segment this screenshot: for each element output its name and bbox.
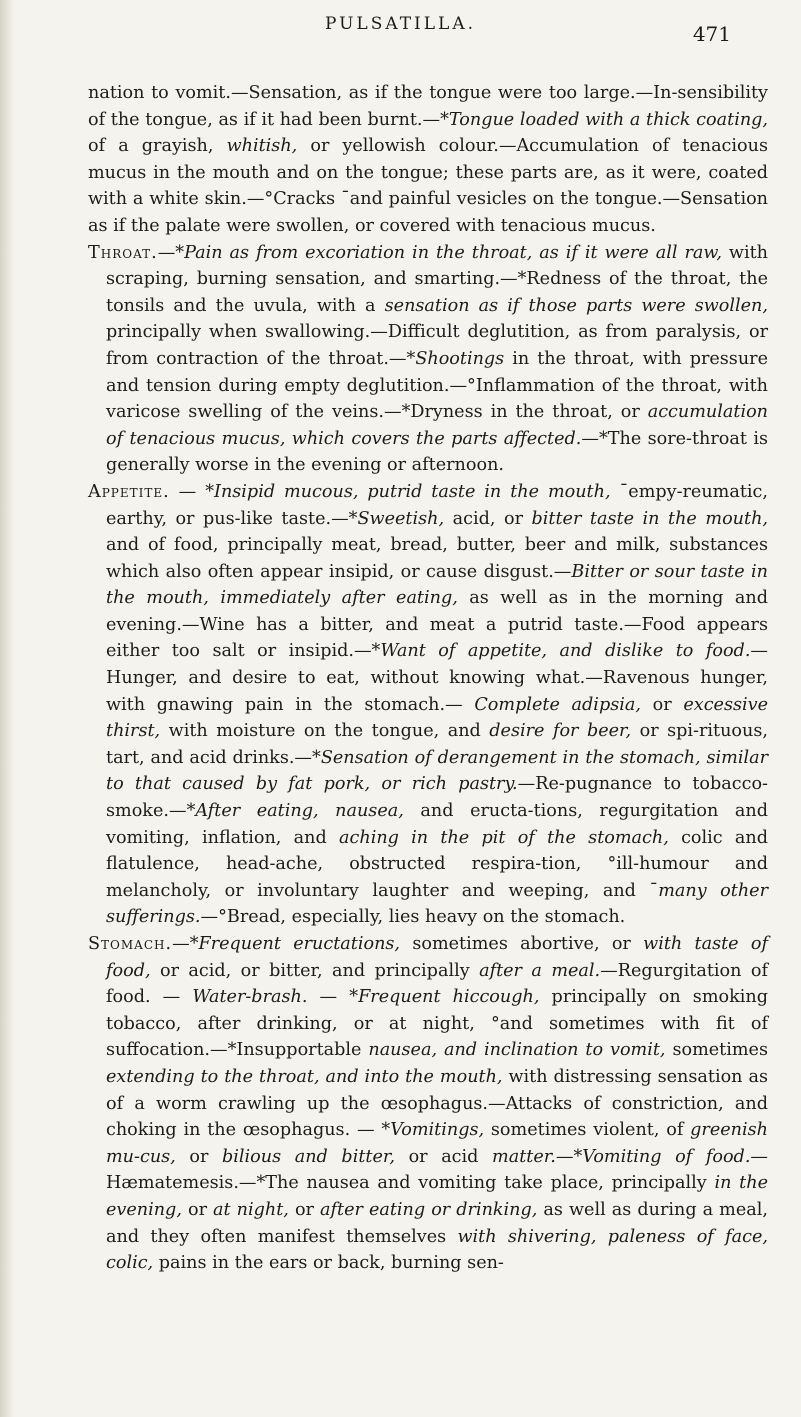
section-heading-stomach: Stomach. — [88, 934, 173, 954]
section-throat: Throat.—*Pain as from excoriation in the throat, as if it were all raw, with scraping, burning sensation, and smarting.—*Redness of the throat, the tonsils and the uvula, with a sensation as if those parts were swollen, principally when swallowing.—Difficult deglutition, as from paralysis, or from contraction of the throat.—*Shootings in the throat, with pressure and tension during empty deglutition.—°Inflammation of the throat, with varicose swelling of the veins.—*Dryness in the throat, or accumulation of tenacious mucus, which covers the parts affected.—*The sore-throat is generally worse in the evening or afternoon. — [88, 242, 768, 476]
section-appetite: Appetite. — *Insipid mucous, putrid taste in the mouth, ¯empy-reumatic, earthy, or pus-like taste.—*Sweetish, acid, or bitter taste in the mouth, and of food, principally meat, bread, butter, beer and milk, substances which also often appear insipid, or cause disgust.—Bitter or sour taste in the mouth, immediately after eating, as well as in the morning and evening.—Wine has a bitter, and meat a putrid taste.—Food appears either too salt or insipid.—*Want of appetite, and dislike to food.—Hunger, and desire to eat, without knowing what.—Ravenous hunger, with gnawing pain in the stomach.— Complete adipsia, or excessive thirst, with moisture on the tongue, and desire for beer, or spi-rituous, tart, and acid drinks.—*Sensation of derangement in the stomach, similar to that caused by fat pork, or rich pastry.—Re-pugnance to tobacco-smoke.—*After eating, nausea, and eructa-tions, regurgitation and vomiting, inflation, and aching in the pit of the stomach, colic and flatulence, head-ache, obstructed respira-tion, °ill-humour and melancholy, or involuntary laughter and weeping, and ¯many other sufferings.—°Bread, especially, lies heavy on the stomach. — [88, 481, 769, 928]
page-number: 471 — [692, 22, 731, 46]
section-stomach: Stomach.—*Frequent eructations, sometimes abortive, or with taste of food, or acid, or bitter, and principally after a meal.—Regurgitation of food. — Water-brash. — *Frequent hiccough, principally on smoking tobacco, after drinking, or at night, °and sometimes with fit of suffocation.—*Insupportable nausea, and inclination to vomit, sometimes extending to the throat, and into the mouth, with distressing sensation as of a worm crawling up the œsophagus.—Attacks of constriction, and choking in the œsophagus. — *Vomitings, sometimes violent, of greenish mu-cus, or bilious and bitter, or acid matter.—*Vomiting of food.— Hæmatemesis.—*The nausea and vomiting take place, principally in the evening, or at night, or after eating or drinking, as well as during a meal, and they often manifest themselves with shivering, paleness of face, colic, pains in the ears or back, burning sen- — [88, 934, 769, 1274]
section-heading-throat: Throat. — [88, 242, 158, 263]
running-title: PULSATILLA. — [324, 14, 477, 34]
running-head — [0, 14, 801, 44]
section-heading-appetite: Appetite. — [88, 481, 170, 502]
page-gutter — [0, 0, 14, 1417]
page-body — [88, 80, 768, 1410]
paragraph-tongue: nation to vomit.—Sensation, as if the tongue were too large.—In-sensibility of the tongue, as if it had been burnt.—*Tongue loaded with a thick coating, of a grayish, whitish, or yellowish colour.—Accumulation of tenacious mucus in the mouth and on the tongue; these parts are, as it were, coated with a white skin.—°Cracks ¯and painful vesicles on the tongue.—Sensation as if the palate were swollen, or covered with tenacious mucus. — [88, 83, 769, 236]
